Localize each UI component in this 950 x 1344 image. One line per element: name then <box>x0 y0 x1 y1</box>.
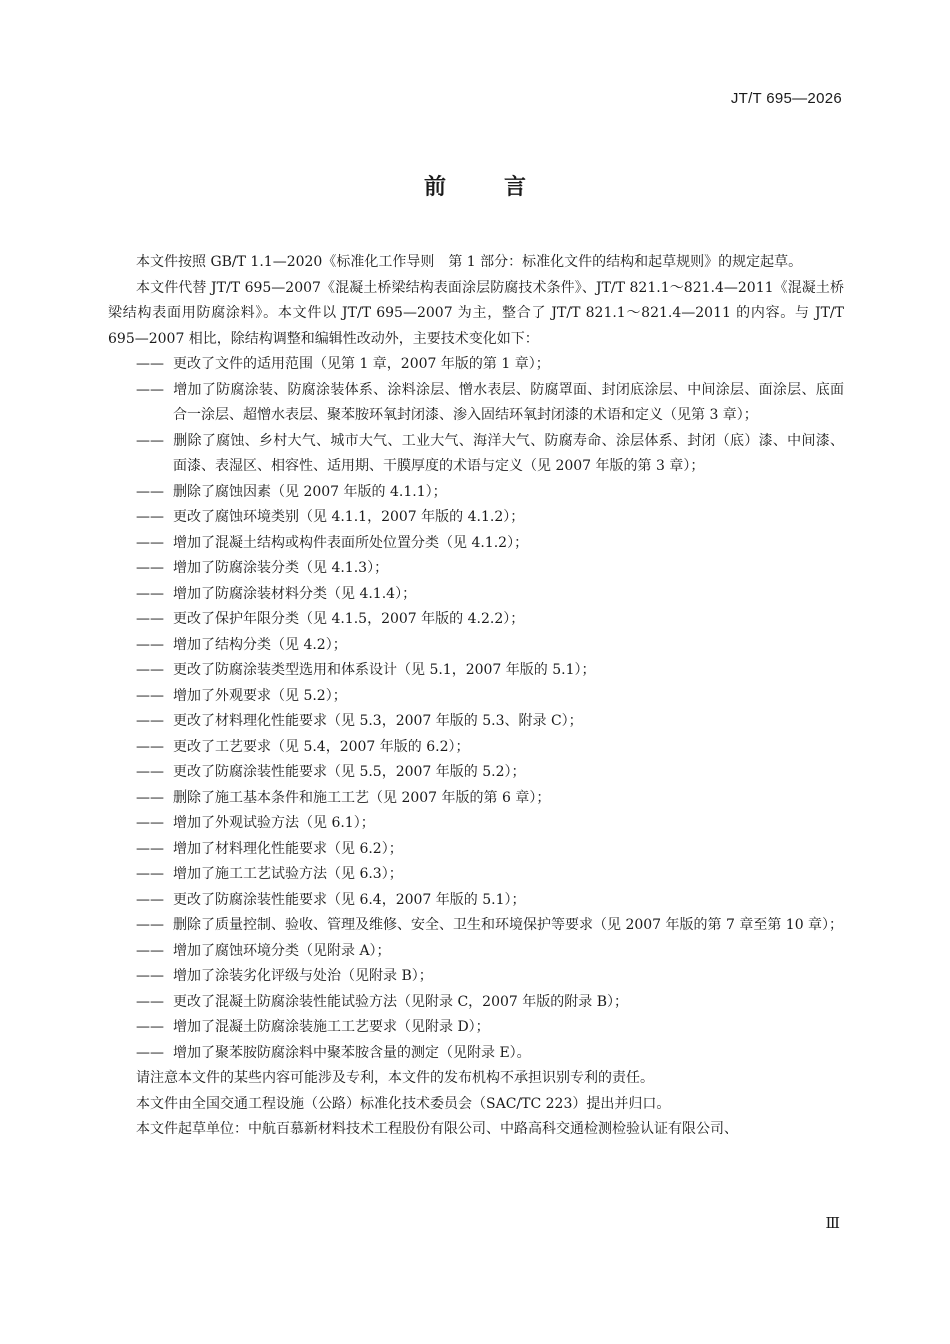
page-number: Ⅲ <box>825 1214 840 1232</box>
list-item-text: 增加了腐蚀环境分类（见附录 A）； <box>173 942 391 959</box>
list-item <box>136 964 844 990</box>
dash-marker: —— <box>136 815 164 831</box>
dash-marker: —— <box>136 942 164 959</box>
dash-marker: —— <box>136 483 164 500</box>
list-item-text: 增加了外观要求（见 5.2）； <box>173 687 347 704</box>
list-item <box>136 633 844 659</box>
title-char-2: 言 <box>504 175 527 200</box>
list-item-text: 更改了混凝土防腐涂装性能试验方法（见附录 C，2007 年版的附录 B）； <box>173 993 628 1010</box>
dash-marker: —— <box>136 764 164 780</box>
dash-marker: —— <box>136 1019 164 1035</box>
document-code: JT/T 695—2026 <box>730 90 842 107</box>
list-item <box>136 684 844 710</box>
proposer-statement: 本文件由全国交通工程设施（公路）标准化技术委员会（SAC/TC 223）提出并归口。 <box>136 1095 671 1112</box>
dash-marker: —— <box>136 560 164 576</box>
list-item <box>136 811 844 837</box>
list-item <box>136 837 844 863</box>
dash-marker: —— <box>136 381 164 398</box>
list-item <box>136 480 844 506</box>
dash-marker: —— <box>136 534 164 551</box>
list-item-text: 删除了质量控制、验收、管理及维修、安全、卫生和环境保护等要求（见 2007 年版的第 7 章至第 10 章）； <box>173 917 844 933</box>
dash-marker: —— <box>136 866 164 882</box>
list-item <box>136 531 844 557</box>
intro-paragraph: 本文件按照 GB/T 1.1—2020《标准化工作导则 第 1 部分：标准化文件的结构和起草规则》的规定起草。 <box>136 254 803 270</box>
dash-marker: —— <box>136 1044 164 1061</box>
list-item <box>136 709 844 735</box>
dash-marker: —— <box>136 585 164 602</box>
dash-marker: —— <box>136 789 164 806</box>
dash-marker: —— <box>136 738 164 755</box>
list-item <box>136 582 844 608</box>
list-item <box>136 556 844 582</box>
list-item-text: 增加了外观试验方法（见 6.1）； <box>173 815 375 831</box>
list-item-text: 更改了材料理化性能要求（见 5.3，2007 年版的 5.3、附录 C）； <box>173 713 583 729</box>
dash-marker: —— <box>136 356 164 372</box>
list-item <box>136 939 844 965</box>
list-item-text: 更改了保护年限分类（见 4.1.5，2007 年版的 4.2.2）； <box>173 611 525 627</box>
list-item <box>136 735 844 761</box>
dash-marker: —— <box>136 891 164 908</box>
dash-marker: —— <box>136 611 164 627</box>
list-item <box>136 1041 844 1067</box>
list-item-text: 删除了腐蚀、乡村大气、城市大气、工业大气、海洋大气、防腐寿命、涂层体系、封闭（底）漆、中间漆、面漆、表湿区、相容性、适用期、干膜厚度的术语与定义（见 2007 年版的第 3 章）； <box>173 432 844 474</box>
list-item-text: 删除了施工基本条件和施工工艺（见 2007 年版的第 6 章）； <box>173 789 551 806</box>
dash-marker: —— <box>136 713 164 729</box>
list-item-text: 增加了材料理化性能要求（见 6.2）； <box>173 840 403 857</box>
list-item <box>136 760 844 786</box>
list-item-text: 增加了施工工艺试验方法（见 6.3）； <box>173 866 403 882</box>
list-item-text: 增加了聚苯胺防腐涂料中聚苯胺含量的测定（见附录 E）。 <box>173 1044 531 1061</box>
list-item <box>136 888 844 914</box>
dash-marker: —— <box>136 968 164 984</box>
list-item-text: 更改了防腐涂装性能要求（见 6.4，2007 年版的 5.1）； <box>173 891 526 908</box>
list-item-text: 删除了腐蚀因素（见 2007 年版的 4.1.1）； <box>173 483 447 500</box>
list-item-text: 增加了结构分类（见 4.2）； <box>173 636 347 653</box>
list-item <box>136 658 844 684</box>
list-item-text: 增加了混凝土防腐涂装施工工艺要求（见附录 D）； <box>173 1019 490 1035</box>
list-item-text: 更改了防腐涂装类型选用和体系设计（见 5.1，2007 年版的 5.1）； <box>173 662 596 678</box>
dash-marker: —— <box>136 636 164 653</box>
patent-notice: 请注意本文件的某些内容可能涉及专利，本文件的发布机构不承担识别专利的责任。 <box>136 1070 654 1086</box>
list-item-text: 增加了防腐涂装分类（见 4.1.3）； <box>173 560 389 576</box>
foreword-body <box>108 250 844 1143</box>
dash-marker: —— <box>136 840 164 857</box>
dash-marker: —— <box>136 432 164 449</box>
list-item-text: 增加了混凝土结构或构件表面所处位置分类（见 4.1.2）； <box>173 534 529 551</box>
list-item <box>136 862 844 888</box>
list-item-text: 更改了腐蚀环境类别（见 4.1.1，2007 年版的 4.1.2）； <box>173 509 525 525</box>
list-item-text: 更改了防腐涂装性能要求（见 5.5，2007 年版的 5.2）； <box>173 764 526 780</box>
dash-marker: —— <box>136 993 164 1010</box>
list-item <box>136 505 844 531</box>
list-item <box>136 913 844 939</box>
list-item-text: 更改了文件的适用范围（见第 1 章，2007 年版的第 1 章）； <box>173 356 550 372</box>
list-item <box>136 1015 844 1041</box>
dash-marker: —— <box>136 687 164 704</box>
list-item-text: 增加了防腐涂装、防腐涂装体系、涂料涂层、憎水表层、防腐罩面、封闭底涂层、中间涂层、面涂层、底面合一涂层、超憎水表层、聚苯胺环氧封闭漆、渗入固结环氧封闭漆的术语和定义（见第 3 章）； <box>173 381 844 423</box>
list-item <box>136 990 844 1016</box>
page-title <box>0 170 950 201</box>
dash-marker: —— <box>136 509 164 525</box>
list-item <box>136 429 844 480</box>
drafting-units: 本文件起草单位：中航百慕新材料技术工程股份有限公司、中路高科交通检测检验认证有限公司、 <box>136 1121 738 1137</box>
intro-paragraph: 本文件代替 JT/T 695—2007《混凝土桥梁结构表面涂层防腐技术条件》、JT/T 821.1～821.4—2011《混凝土桥梁结构表面用防腐涂料》。本文件以 JT/T 695—2007 为主，整合了 JT/T 821.1～821.4—2011 的内容。与 JT/T 695—2007 相比，除结构调整和编辑性改动外，主要技术变化如下： <box>108 279 844 347</box>
list-item-text: 增加了防腐涂装材料分类（见 4.1.4）； <box>173 585 417 602</box>
list-item-text: 更改了工艺要求（见 5.4，2007 年版的 6.2）； <box>173 738 470 755</box>
title-char-1: 前 <box>423 175 446 200</box>
list-item <box>136 607 844 633</box>
dash-marker: —— <box>136 662 164 678</box>
list-item <box>136 352 844 378</box>
list-item-text: 增加了涂装劣化评级与处治（见附录 B）； <box>173 968 433 984</box>
list-item <box>136 378 844 429</box>
list-item <box>136 786 844 812</box>
changes-list <box>108 352 844 1066</box>
dash-marker: —— <box>136 917 164 933</box>
